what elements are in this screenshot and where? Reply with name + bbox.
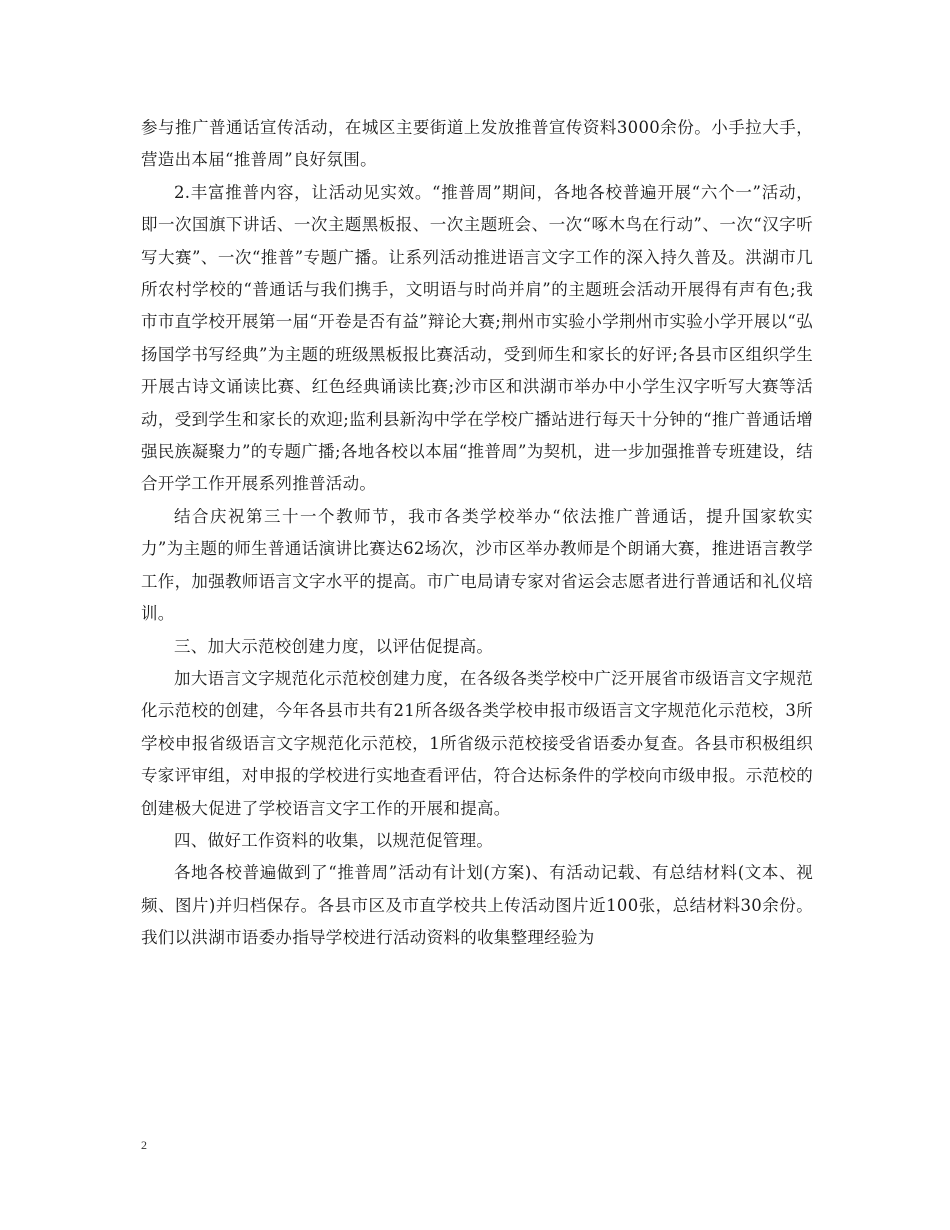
section-heading-3: 三、加大示范校创建力度，以评估促提高。 — [174, 636, 494, 656]
section-heading-4: 四、做好工作资料的收集，以规范促管理。 — [174, 830, 494, 850]
paragraph-continuation: 参与推广普通话宣传活动，在城区主要街道上发放推普宣传资料3000余份。小手拉大手，营造出本届“推普周”良好氛围。 — [141, 118, 813, 170]
page-number: 2 — [141, 1138, 147, 1152]
paragraph-enrich-content: 2.丰富推普内容，让活动见实效。“推普周”期间，各地各校普遍开展“六个一”活动，即一次国旗下讲话、一次主题黑板报、一次主题班会、一次“啄木鸟在行动”、一次“汉字听写大赛”、一次“推普”专题广播。让系列活动推进语言文字工作的深入持久普及。洪湖市几所农村学校的“普通话与我们携手，文明语与时尚并肩”的主题班会活动开展得有声有色;我市市直学校开展第一届“开卷是否有益”辩论大赛;荆州市实验小学荆州市实验小学开展以“弘扬国学书写经典”为主题的班级黑板报比赛活动，受到师生和家长的好评;各县市区组织学生开展古诗文诵读比赛、红色经典诵读比赛;沙市区和洪湖市举办中小学生汉字听写大赛等活动，受到学生和家长的欢迎;监利县新沟中学在学校广播站进行每天十分钟的“推广普通话增强民族凝聚力”的专题广播;各地各校以本届“推普周”为契机，进一步加强推普专班建设，结合开学工作开展系列推普活动。 — [141, 182, 813, 494]
paragraph-demo-schools: 加大语言文字规范化示范校创建力度，在各级各类学校中广泛开展省市级语言文字规范化示范校的创建，今年各县市共有21所各级各类学校申报市级语言文字规范化示范校，3所学校申报省级语言文字规范化示范校，1所省级示范校接受省语委办复查。各县市积极组织专家评审组，对申报的学校进行实地查看评估，符合达标条件的学校向市级申报。示范校的创建极大促进了学校语言文字工作的开展和提高。 — [141, 668, 813, 818]
paragraph-teachers-day: 结合庆祝第三十一个教师节，我市各类学校举办“依法推广普通话，提升国家软实力”为主题的师生普通话演讲比赛达62场次，沙市区举办教师是个朗诵大赛，推进语言教学工作，加强教师语言文字水平的提高。市广电局请专家对省运会志愿者进行普通话和礼仪培训。 — [141, 506, 813, 624]
paragraph-materials: 各地各校普遍做到了“推普周”活动有计划(方案)、有活动记载、有总结材料(文本、视频、图片)并归档保存。各县市区及市直学校共上传活动图片近100张，总结材料30余份。我们以洪湖市语委办指导学校进行活动资料的收集整理经验为 — [141, 863, 813, 948]
body-text — [141, 112, 813, 955]
